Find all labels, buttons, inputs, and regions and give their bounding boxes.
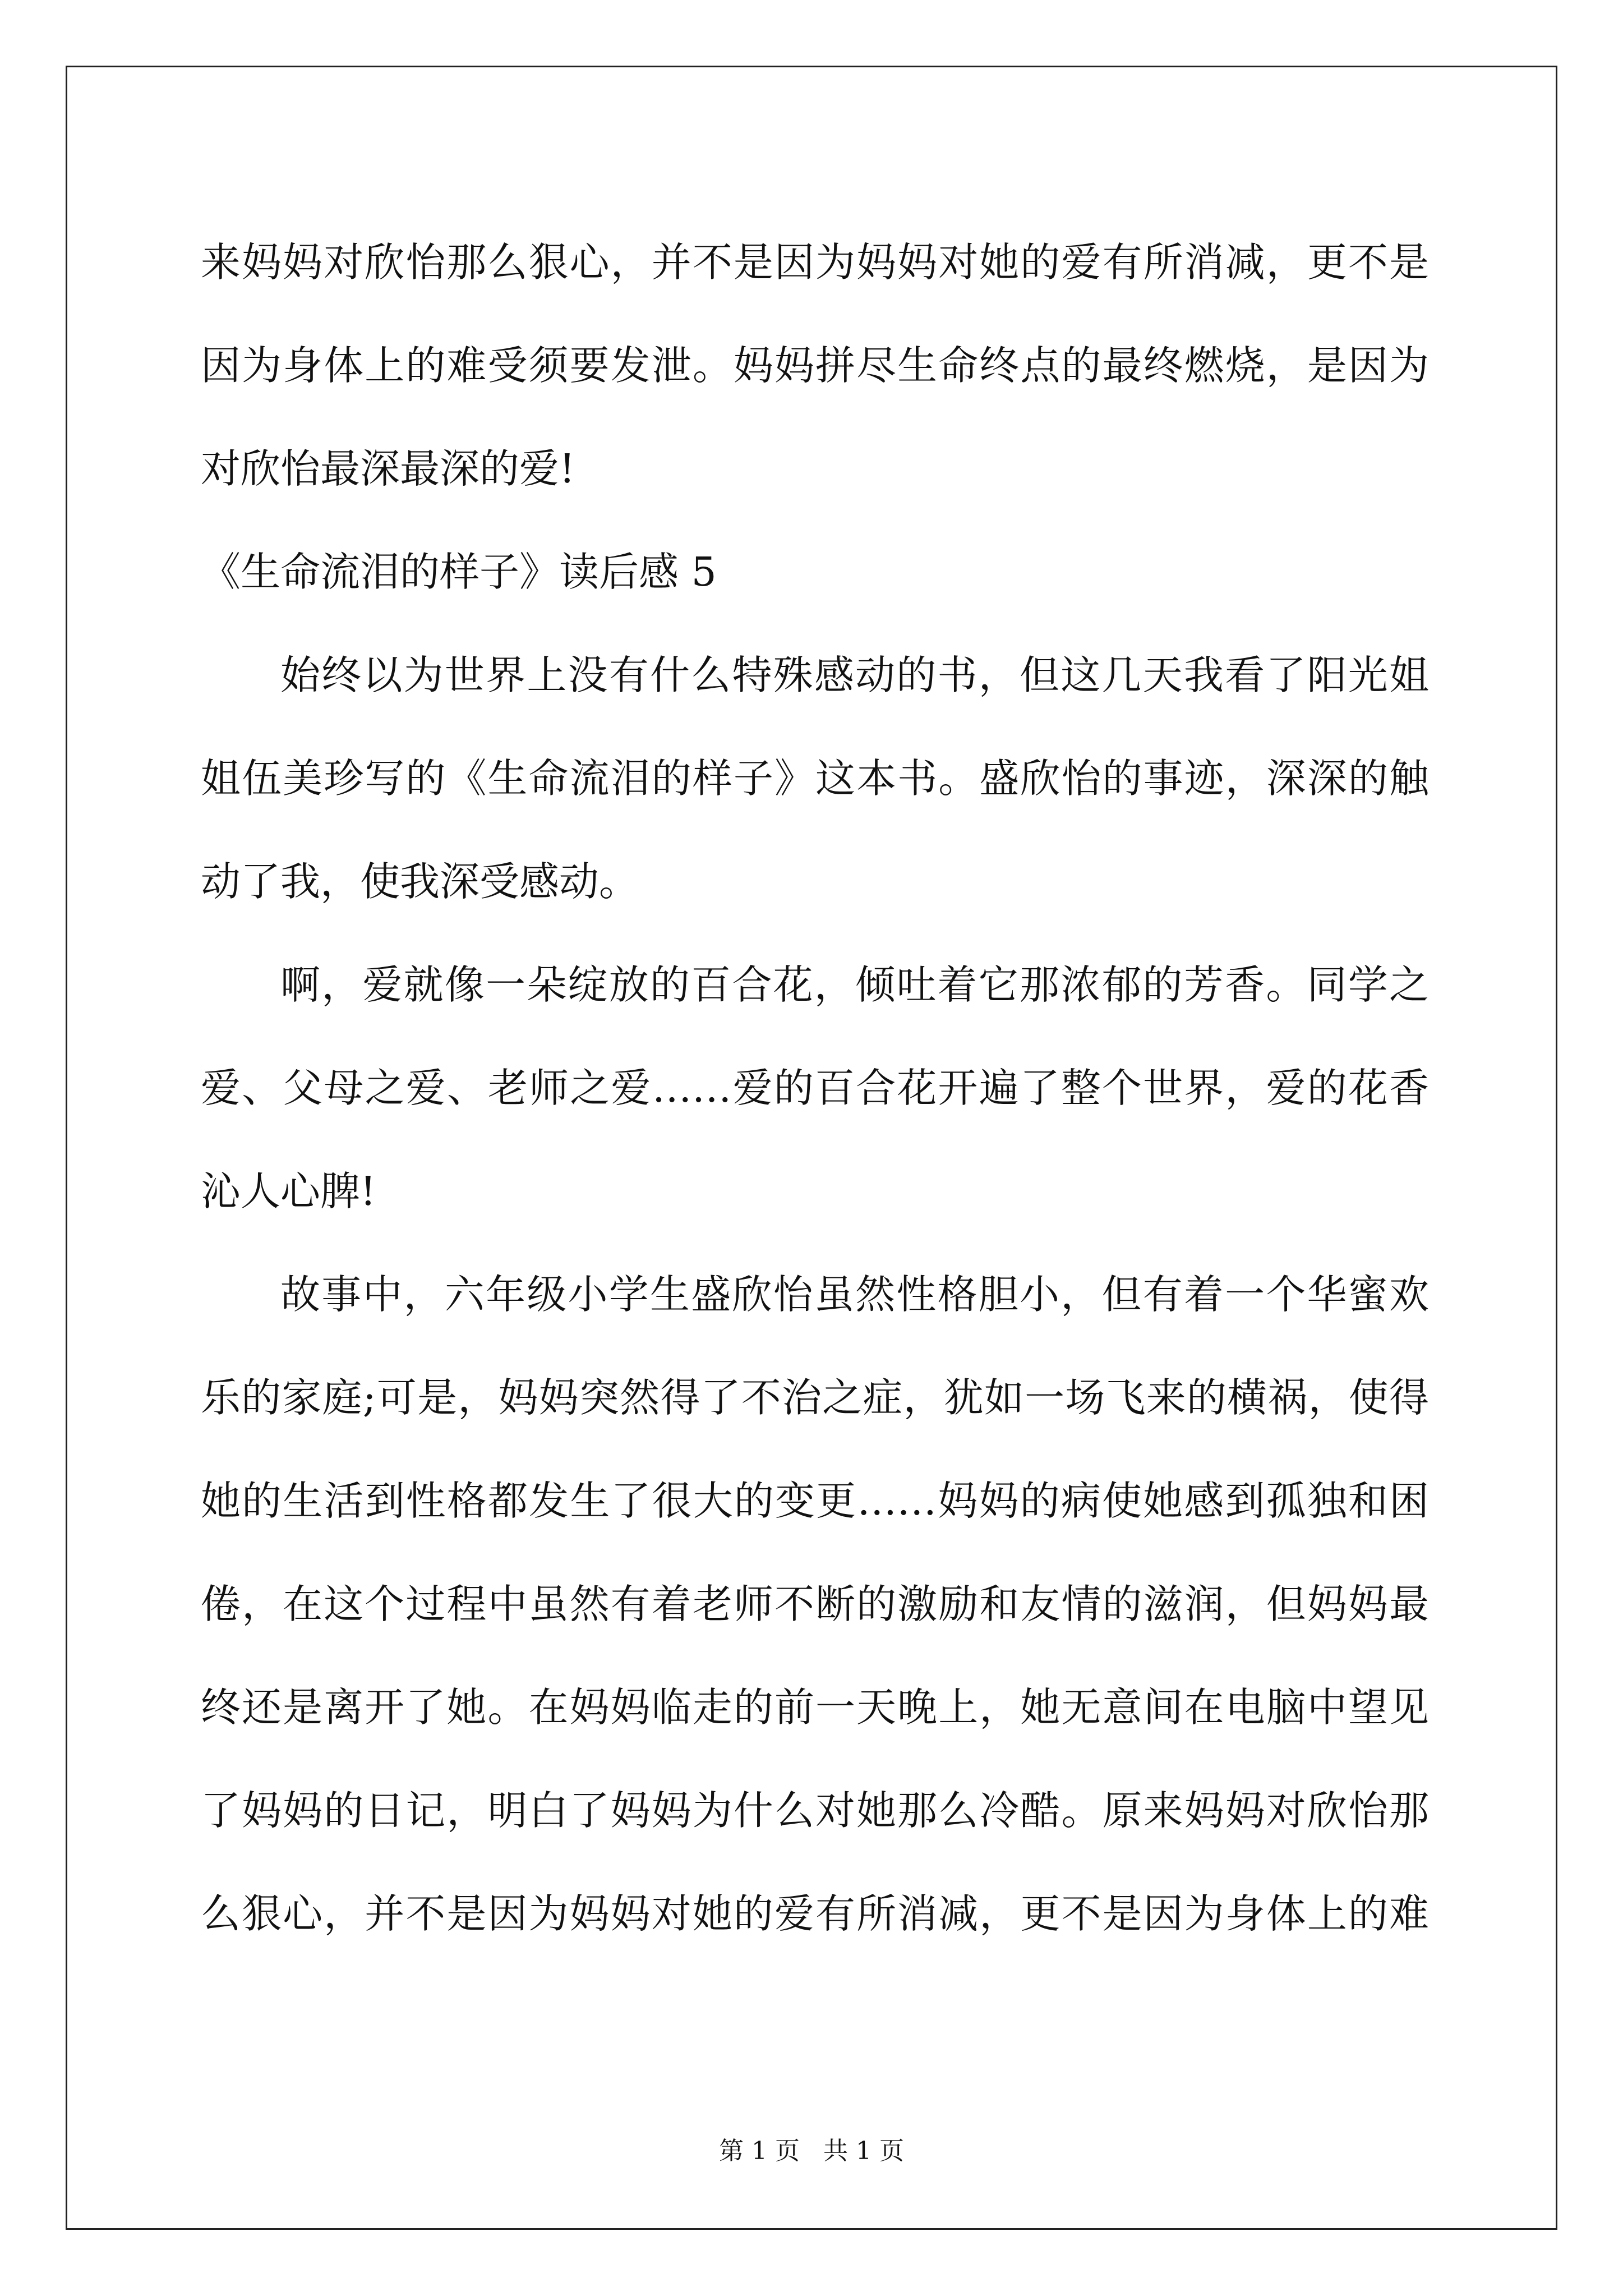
text-line-6: 姐伍美珍写的《生命流泪的样子》这本书。盛欣怡的事迹，深深的触 (201, 755, 1429, 802)
text-line-15: 终还是离开了她。在妈妈临走的前一天晚上，她无意间在电脑中望见 (201, 1684, 1429, 1731)
text-line-5: 始终以为世界上没有什么特殊感动的书，但这几天我看了阳光姐 (280, 652, 1429, 698)
document-body (201, 211, 1429, 1966)
text-line-11: 故事中，六年级小学生盛欣怡虽然性格胆小，但有着一个华蜜欢 (280, 1271, 1429, 1318)
text-line-12: 乐的家庭;可是，妈妈突然得了不治之症，犹如一场飞来的横祸，使得 (201, 1374, 1429, 1421)
page-number-current: 第 1 页 (719, 2137, 800, 2165)
page-number-total: 共 1 页 (823, 2137, 904, 2165)
text-line-17: 么狠心，并不是因为妈妈对她的爱有所消减，更不是因为身体上的难 (201, 1890, 1429, 1937)
text-line-9: 爱、父母之爱、老师之爱……爱的百合花开遍了整个世界，爱的花香 (201, 1065, 1429, 1111)
text-line-13: 她的生活到性格都发生了很大的变更……妈妈的病使她感到孤独和困 (201, 1478, 1429, 1524)
text-line-7: 动了我，使我深受感动。 (201, 858, 639, 905)
text-line-2: 因为身体上的难受须要发泄。妈妈拼尽生命终点的最终燃烧，是因为 (201, 342, 1429, 389)
text-line-3: 对欣怡最深最深的爱! (201, 445, 575, 492)
text-line-16: 了妈妈的日记，明白了妈妈为什么对她那么冷酷。原来妈妈对欣怡那 (201, 1787, 1429, 1834)
text-line-14: 倦，在这个过程中虽然有着老师不断的激励和友情的滋润，但妈妈最 (201, 1581, 1429, 1627)
text-line-10: 沁人心脾! (201, 1168, 376, 1214)
section-heading: 《生命流泪的样子》读后感 5 (201, 549, 717, 595)
text-line-8: 啊，爱就像一朵绽放的百合花，倾吐着它那浓郁的芳香。同学之 (280, 961, 1429, 1008)
text-line-1: 来妈妈对欣怡那么狠心，并不是因为妈妈对她的爱有所消减，更不是 (201, 239, 1429, 286)
page-footer (0, 2134, 1623, 2168)
